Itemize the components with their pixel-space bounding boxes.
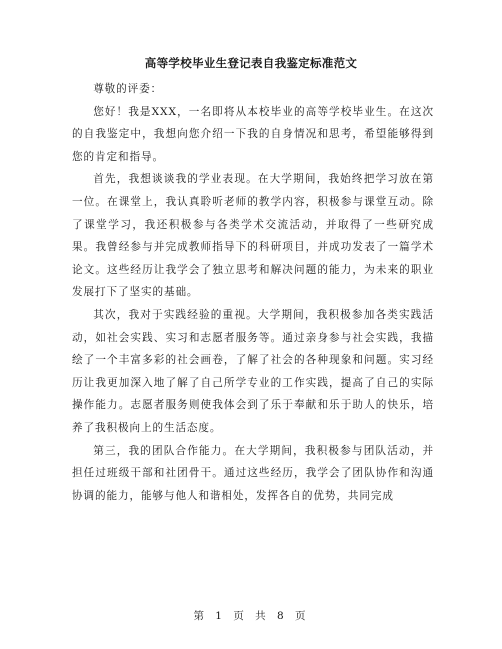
paragraph-intro: 您好！我是XXX，一名即将从本校毕业的高等学校毕业生。在这次的自我鉴定中，我想向您介绍一下我的自身情况和思考，希望能够得到您的肯定和指导。 bbox=[72, 105, 434, 163]
paragraph-teamwork: 第三，我的团队合作能力。在大学期间，我积极参与团队活动，并担任过班级干部和社团骨干。通过这些经历，我学会了团队协作和沟通协调的能力，能够与他人和谐相处，发挥各自的优势，共同完成 bbox=[72, 444, 434, 502]
paragraph-practice: 其次，我对于实践经验的重视。大学期间，我积极参加各类实践活动，如社会实践、实习和志愿者服务等。通过亲身参与社会实践，我描绘了一个丰富多彩的社会画卷，了解了社会的各种现象和问题。实习经历让我更加深入地了解了自己所学专业的工作实践，提高了自己的实际操作能力。志愿者服务则使我体会到了乐于奉献和乐于助人的快乐，培养了我积极向上的生活态度。 bbox=[72, 308, 434, 434]
document-body bbox=[72, 78, 434, 507]
page-number: 第 1 页 共 8 页 bbox=[193, 610, 309, 622]
paragraph-academics: 首先，我想谈谈我的学业表现。在大学期间，我始终把学习放在第一位。在课堂上，我认真聆听老师的教学内容，积极参与课堂互动。除了课堂学习，我还积极参与各类学术交流活动，并取得了一些研究成果。我曾经参与并完成教师指导下的科研项目，并成功发表了一篇学术论文。这些经历让我学会了独立思考和解决问题的能力，为未来的职业发展打下了坚实的基础。 bbox=[72, 173, 434, 299]
salutation: 尊敬的评委： bbox=[93, 83, 163, 95]
document-title: 高等学校毕业生登记表自我鉴定标准范文 bbox=[144, 56, 358, 70]
